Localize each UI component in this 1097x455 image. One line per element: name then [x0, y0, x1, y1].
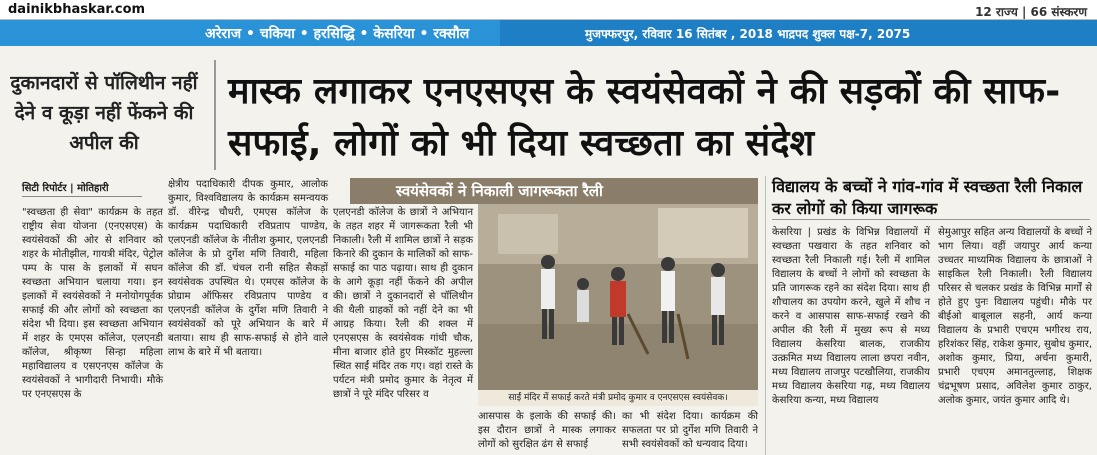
main-story-column-3 [333, 206, 473, 402]
right-story-rule [772, 219, 1090, 220]
photo-title: स्वयंसेवकों ने निकाली जागरूकता रैली [396, 182, 603, 200]
photo-title-bar [350, 178, 758, 204]
column-text: क्षेत्रीय पदाधिकारी दीपक कुमार, आलोक कुमार, विश्वविद्यालय के कार्यक्रम समन्वयक डॉ. वीरेन्द्र चौधरी, एमएस कॉलेज के कार्यक्रम पदाधिकारी रविप्रताप पाण्डेय, एलएनडी कॉलेज के नीतीश कुमार, एलएनडी कॉलेज के प्रो दुर्गेश मणि तिवारी, महिला कॉलेज की डॉ. चंचल रानी सहित सैकड़ों स्वयंसेवक उपस्थित थे। एमएस कॉलेज के प्रोग्राम ऑफिसर रविप्रताप पाण्डेय व एलएनडी कॉलेज के दुर्गेश मणि तिवारी ने स्वयंसेवकों को पूरे अभियान के बारे में बताया। साथ ही साफ-सफाई से होने वाले लाभ के बारे में भी बताया। [168, 179, 328, 358]
byline: सिटी रिपोर्टर | मोतिहारी [22, 183, 109, 194]
column-divider [765, 176, 766, 455]
location-band [0, 20, 1097, 46]
right-story-column-2 [938, 226, 1092, 408]
column-text: का भी संदेश दिया। कार्यक्रम की सफलता पर प्रो दुर्गेश मणि तिवारी ने सभी स्वयंसेवकों को धन्यवाद दिया। [622, 411, 758, 450]
right-story-headline: विद्यालय के बच्चों ने गांव-गांव में स्वच्छता रैली निकाल कर लोगों को किया जागरूक [772, 177, 1083, 218]
editions-count: 12 राज्य | 66 संस्करण [975, 5, 1087, 19]
location-list: अरेराज • चकिया • हरसिद्धि • केसरिया • रक्सौल [205, 26, 470, 42]
column-text: "स्वच्छता ही सेवा" कार्यक्रम के तहत राष्ट्रीय सेवा योजना (एनएसएस) के स्वयंसेवकों की ओर से शनिवार को शहर के मोतीझील, गायत्री मंदिर, पेट्रोल पम्प के पास के इलाकों में सघन स्वच्छता अभियान चलाया गया। इन इलाकों में स्वयंसेवकों ने मनोयोगपूर्वक सफाई की और लोगों को स्वच्छता का संदेश भी दिया। इस स्वच्छता अभियान में शहर के एमएस कॉलेज, एलएनडी कॉलेज, श्रीकृष्ण सिन्हा महिला महाविद्यालय व एसएनएस कॉलेज के स्वयंसेवकों ने भागीदारी निभायी। मौके पर एनएसएस के [22, 207, 163, 400]
main-story-column-4 [478, 410, 616, 452]
main-headline: मास्क लगाकर एनएसएस के स्वयंसेवकों ने की सड़कों की साफ-सफाई, लोगों को भी दिया स्वच्छता का संदेश [228, 71, 1061, 164]
photo-caption: साईं मंदिर में सफाई करते मंत्री प्रमोद कुमार व एनएसएस स्वयंसेवक। [478, 390, 758, 406]
dateline: मुजफ्फरपुर, रविवार 16 सितंबर , 2018 भाद्रपद शुक्ल पक्ष-7, 2075 [585, 27, 911, 41]
byline-rule [22, 196, 142, 197]
column-text: सेमुआपुर सहित अन्य विद्यालयों के बच्चों ने भाग लिया। वहीं जयापुर आर्य कन्या उच्चतर माध्यमिक विद्यालय के छात्राओं ने साइकिल रैली निकाली। रैली विद्यालय परिसर से चलकर प्रखंड के विभिन्न मार्गों से होते हुए पुनः विद्यालय पहुंची। मौके पर बीईओ बाबूलाल सहनी, आर्य कन्या विद्यालय के प्रभारी एचएम भगीरथ राय, हरिशंकर सिंह, राकेश कुमार, सुबोध कुमार, अशोक कुमार, प्रिया, अर्चना कुमारी, प्रभारी एचएम अमानतुल्लाह, शिक्षक चंद्रभूषण प्रसाद, अविलेश कुमार ठाकुर, अलोक कुमार, जयंत कुमार आदि थे। [938, 227, 1092, 406]
right-story-column-1 [772, 226, 930, 408]
side-story-headline: दुकानदारों से पॉलिथीन नहीं देने व कूड़ा नहीं फेंकने की अपील की [10, 72, 198, 154]
column-text: केसरिया | प्रखंड के विभिन्न विद्यालयों में स्वच्छता पखवारा के तहत शनिवार को स्वच्छता रैली निकाली गई। रैली में शामिल विद्यालय के बच्चों ने लोगों को स्वच्छता के प्रति जागरूक रहने का संदेश दिया। साथ ही शौचालय का उपयोग करने, खुले में शौच न करने व आसपास साफ-सफाई रखने की अपील की रैली में मुख्य रूप से मध्य विद्यालय केसरिया बालक, राजकीय उत्क्रमित मध्य विद्यालय लाला छपरा नवीन, मध्य विद्यालय ताजपुर पटखौलिया, राजकीय मध्य विद्यालय केसरिया गढ़, मध्य विद्यालय केसरिया कन्या, मध्य विद्यालय [772, 227, 930, 406]
headline-divider [214, 60, 216, 170]
main-story-column-5 [622, 410, 758, 452]
main-story-column-2 [168, 178, 328, 360]
site-name: dainikbhaskar.com [8, 2, 146, 17]
column-text: आसपास के इलाके की सफाई की। इस दौरान छात्रों ने मास्क लगाकर लोगों को सुरक्षित ढंग से सफाई [478, 411, 616, 450]
main-story-column-1 [22, 206, 163, 402]
column-text: एलएनडी कॉलेज के छात्रों ने अभियान के तहत शहर में जागरूकता रैली भी निकाली। रैली में शामिल छात्रों ने सड़क किनारे की दुकान के मालिकों को साफ-सफाई का पाठ पढ़ाया। साथ ही दुकान के आगे कूड़ा नहीं फेंकने की अपील की। छात्रों ने दुकानदारों से पॉलिथीन की थैली ग्राहकों को नहीं देने का भी आग्रह किया। रैली की शक्ल में एनएसएस के स्वयंसेवक गांधी चौक, मीना बाजार होते हुए मिस्कॉट मुहल्ला स्थित साईं मंदिर तक गए। वहां रास्ते के पर्यटन मंत्री प्रमोद कुमार के नेतृत्व में छात्रों ने पूरे मंदिर परिसर व [333, 207, 473, 400]
news-photo [478, 204, 758, 390]
top-strip [0, 0, 1097, 20]
news-photo-illustration [478, 204, 758, 390]
